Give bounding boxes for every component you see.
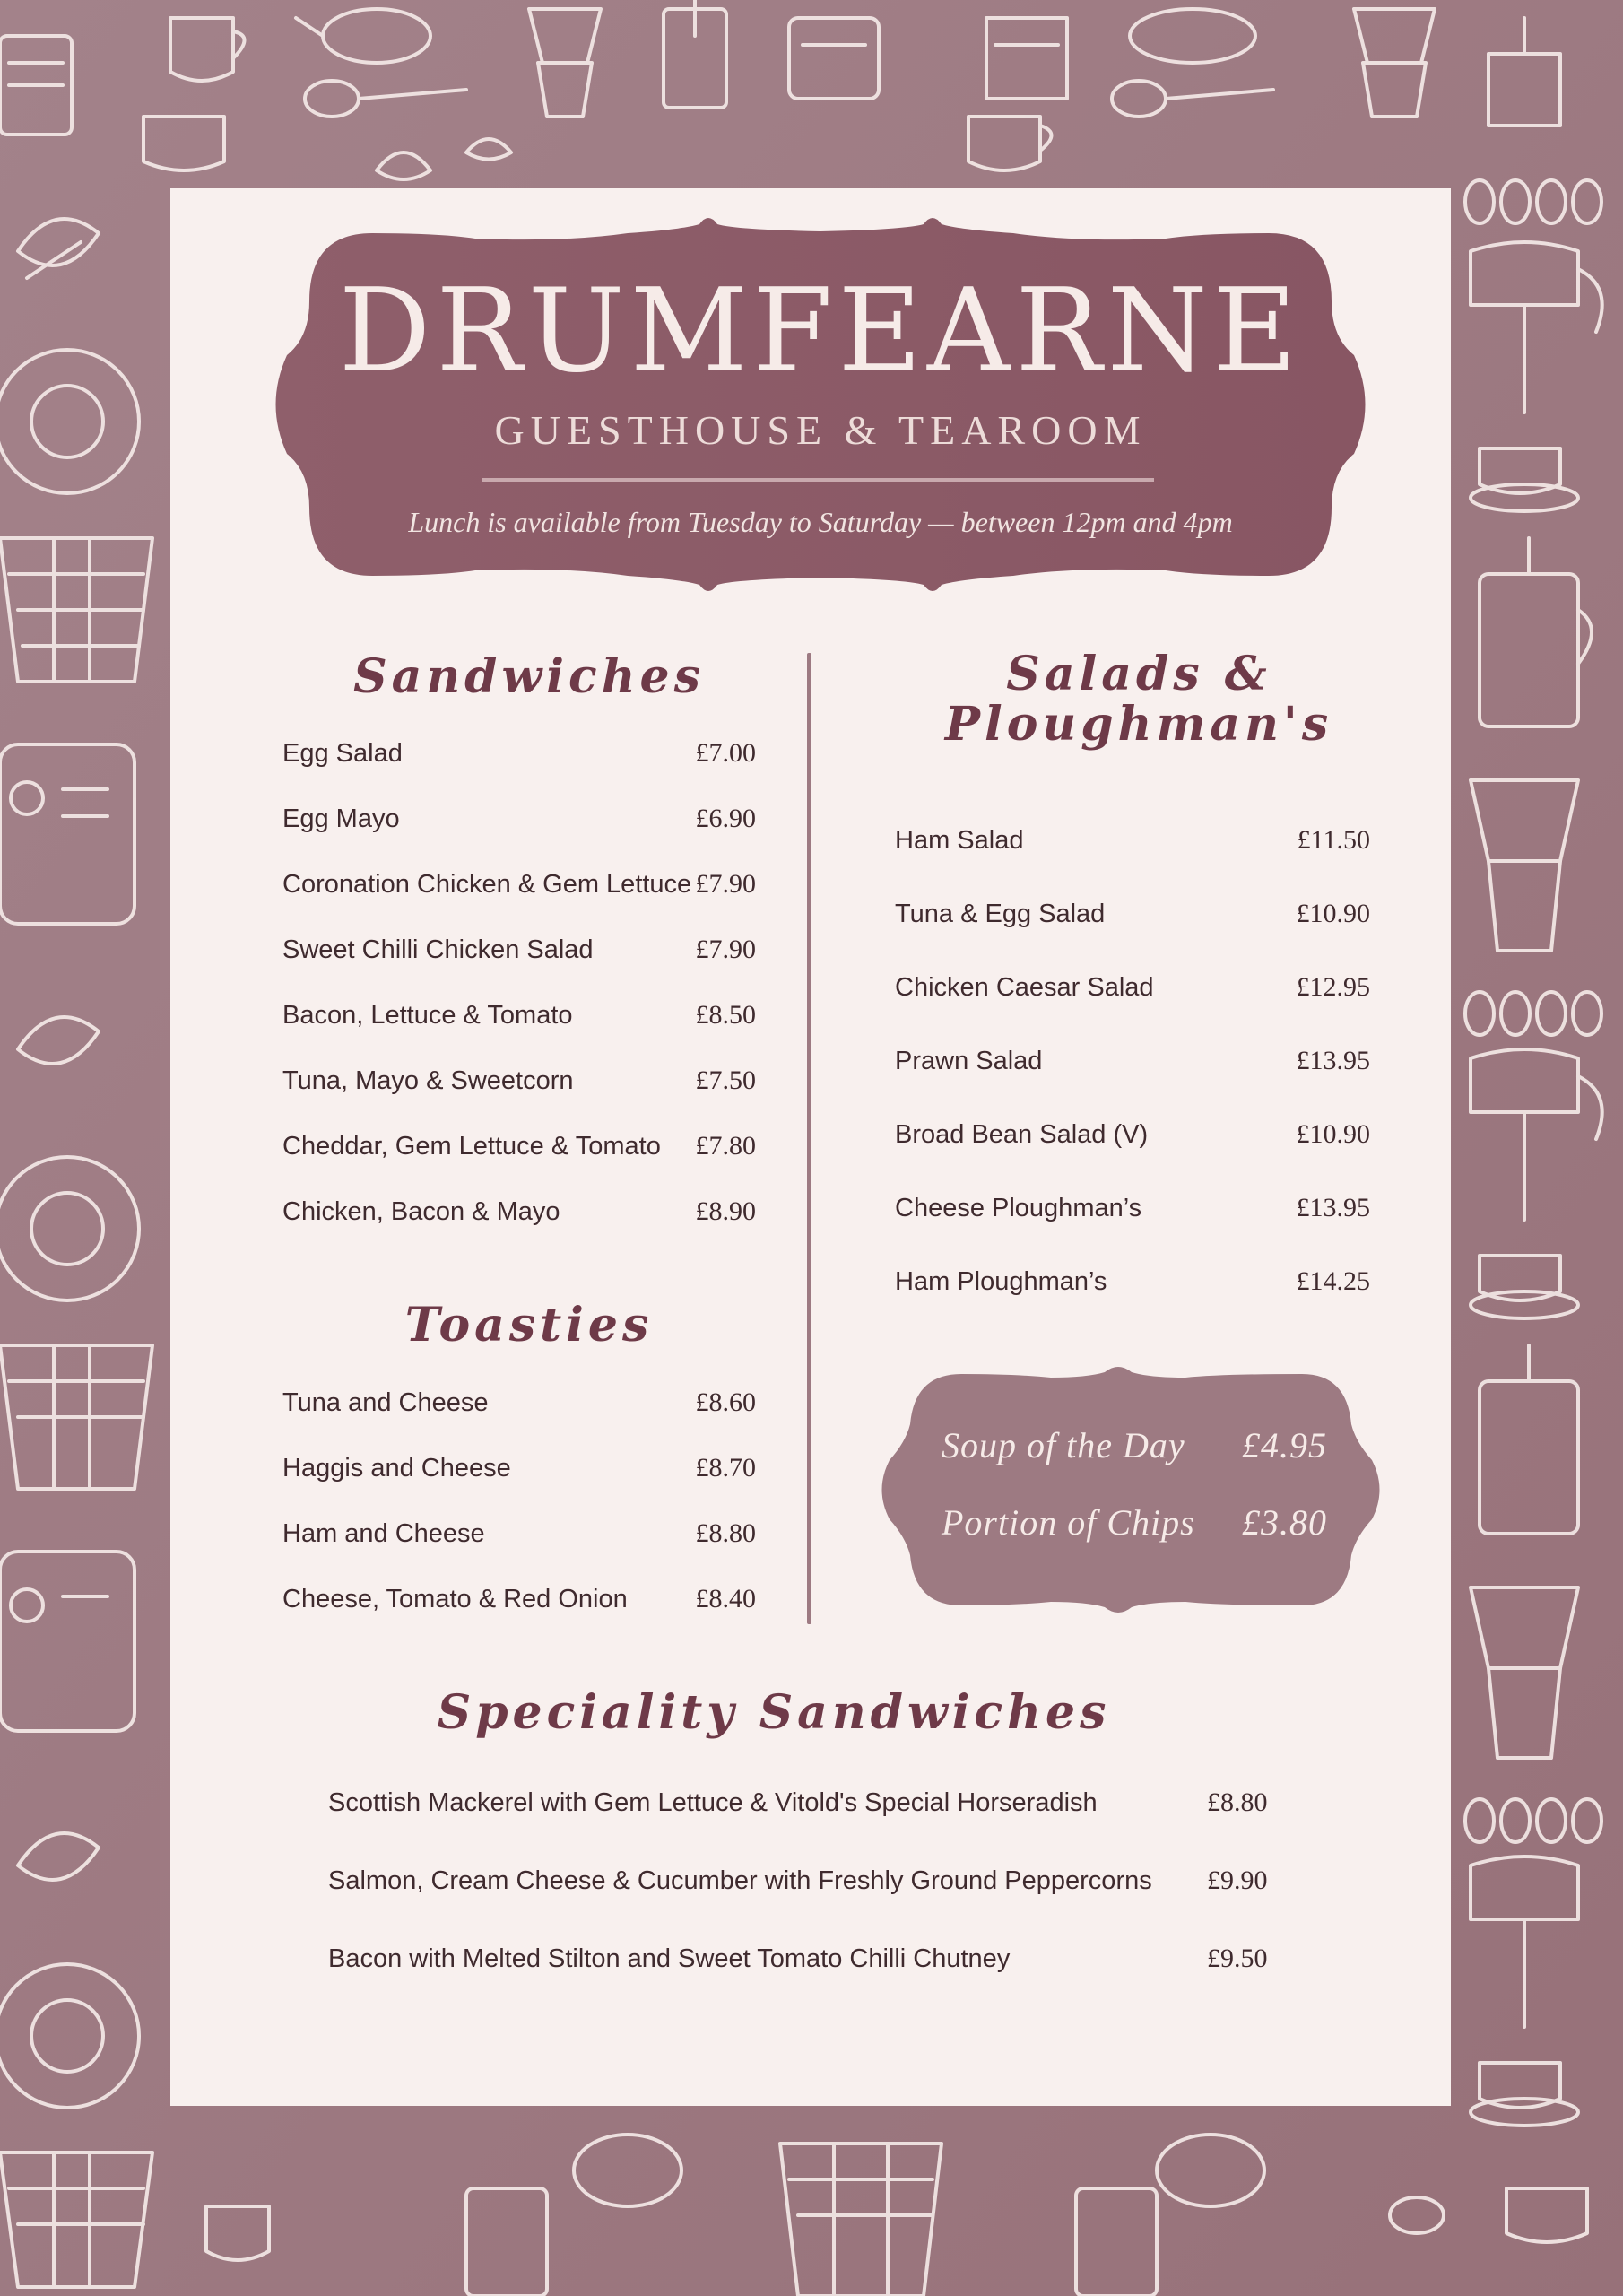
menu-item-row [282, 1385, 756, 1421]
speciality-item-row [328, 1941, 1270, 1977]
menu-item-row [895, 1190, 1370, 1226]
item-name: Ham Ploughman’s [895, 1267, 1107, 1296]
item-price: £8.40 [695, 1584, 756, 1613]
item-price: £7.50 [695, 1065, 756, 1095]
item-name: Cheese, Tomato & Red Onion [282, 1585, 628, 1613]
menu-item-row [282, 801, 756, 837]
menu-item-row [895, 896, 1370, 932]
speciality-item-row [328, 1863, 1270, 1899]
menu-item-row [282, 1450, 756, 1486]
item-name: Tuna & Egg Salad [895, 900, 1106, 928]
item-name: Egg Mayo [282, 804, 400, 833]
item-price: £8.70 [695, 1453, 756, 1483]
item-name: Broad Bean Salad (V) [895, 1120, 1149, 1149]
menu-item-row [895, 1043, 1370, 1079]
menu-item-row [895, 1264, 1370, 1300]
item-price: £8.50 [695, 1000, 756, 1030]
menu-item-row [282, 932, 756, 968]
item-name: Bacon with Melted Stilton and Sweet Tomato Chilli Chutney [328, 1944, 1011, 1973]
item-price: £13.95 [1296, 1193, 1370, 1222]
salads-heading-line2: Ploughman's [944, 697, 1333, 752]
item-name: Portion of Chips [942, 1502, 1195, 1543]
extras-row [942, 1423, 1327, 1468]
item-name: Ham Salad [895, 826, 1024, 855]
item-name: Chicken, Bacon & Mayo [282, 1197, 560, 1226]
item-name: Salmon, Cream Cheese & Cucumber with Freshly Ground Peppercorns [328, 1866, 1152, 1895]
extras-plaque [881, 1361, 1381, 1618]
item-name: Coronation Chicken & Gem Lettuce [282, 870, 692, 899]
item-price: £7.00 [695, 738, 756, 768]
item-name: Tuna, Mayo & Sweetcorn [282, 1066, 574, 1095]
item-price: £11.50 [1297, 825, 1370, 855]
menu-item-row [282, 1516, 756, 1552]
item-price: £9.90 [1207, 1866, 1268, 1895]
menu-item-row [282, 735, 756, 771]
item-name: Tuna and Cheese [282, 1388, 489, 1417]
item-name: Haggis and Cheese [282, 1454, 511, 1483]
speciality-item-row [328, 1785, 1270, 1821]
menu-item-row [895, 1117, 1370, 1152]
item-name: Cheddar, Gem Lettuce & Tomato [282, 1132, 661, 1161]
toasties-heading: Toasties [404, 1298, 654, 1352]
menu-item-row [282, 1194, 756, 1230]
item-name: Cheese Ploughman’s [895, 1194, 1142, 1222]
item-price: £4.95 [1242, 1425, 1327, 1465]
menu-item-row [282, 1063, 756, 1099]
salads-heading-line1: Salads & [1006, 647, 1271, 701]
menu-item-row [282, 1128, 756, 1164]
item-price: £14.25 [1296, 1266, 1370, 1296]
header-divider [482, 478, 1154, 482]
item-name: Soup of the Day [942, 1425, 1185, 1465]
sandwiches-heading: Sandwiches [353, 649, 705, 704]
menu-item-row [282, 997, 756, 1033]
item-price: £7.80 [695, 1131, 756, 1161]
item-price: £13.95 [1296, 1046, 1370, 1075]
item-price: £10.90 [1296, 899, 1370, 928]
speciality-heading: Speciality Sandwiches [437, 1685, 1111, 1740]
item-price: £12.95 [1296, 972, 1370, 1002]
extras-row [942, 1500, 1327, 1545]
item-name: Prawn Salad [895, 1047, 1043, 1075]
menu-item-row [282, 866, 756, 902]
lunch-hours-note: Lunch is available from Tuesday to Saturday — between 12pm and 4pm [408, 506, 1233, 538]
item-price: £8.90 [695, 1196, 756, 1226]
item-name: Ham and Cheese [282, 1519, 485, 1548]
item-price: £8.80 [695, 1518, 756, 1548]
item-name: Sweet Chilli Chicken Salad [282, 935, 594, 964]
item-name: Egg Salad [282, 739, 403, 768]
column-divider [807, 653, 812, 1624]
item-price: £7.90 [695, 869, 756, 899]
brand-title: DRUMFEARNE [338, 265, 1303, 398]
item-name: Chicken Caesar Salad [895, 973, 1154, 1002]
menu-item-row [895, 822, 1370, 858]
menu-item-row [895, 970, 1370, 1005]
brand-subtitle: GUESTHOUSE & TEAROOM [494, 407, 1147, 453]
item-price: £8.80 [1207, 1787, 1268, 1817]
item-price: £10.90 [1296, 1119, 1370, 1149]
menu-item-row [282, 1581, 756, 1617]
item-price: £6.90 [695, 804, 756, 833]
item-price: £7.90 [695, 935, 756, 964]
item-name: Scottish Mackerel with Gem Lettuce & Vitold's Special Horseradish [328, 1788, 1098, 1817]
item-price: £3.80 [1242, 1502, 1327, 1543]
item-name: Bacon, Lettuce & Tomato [282, 1001, 573, 1030]
item-price: £9.50 [1207, 1944, 1268, 1973]
item-price: £8.60 [695, 1387, 756, 1417]
